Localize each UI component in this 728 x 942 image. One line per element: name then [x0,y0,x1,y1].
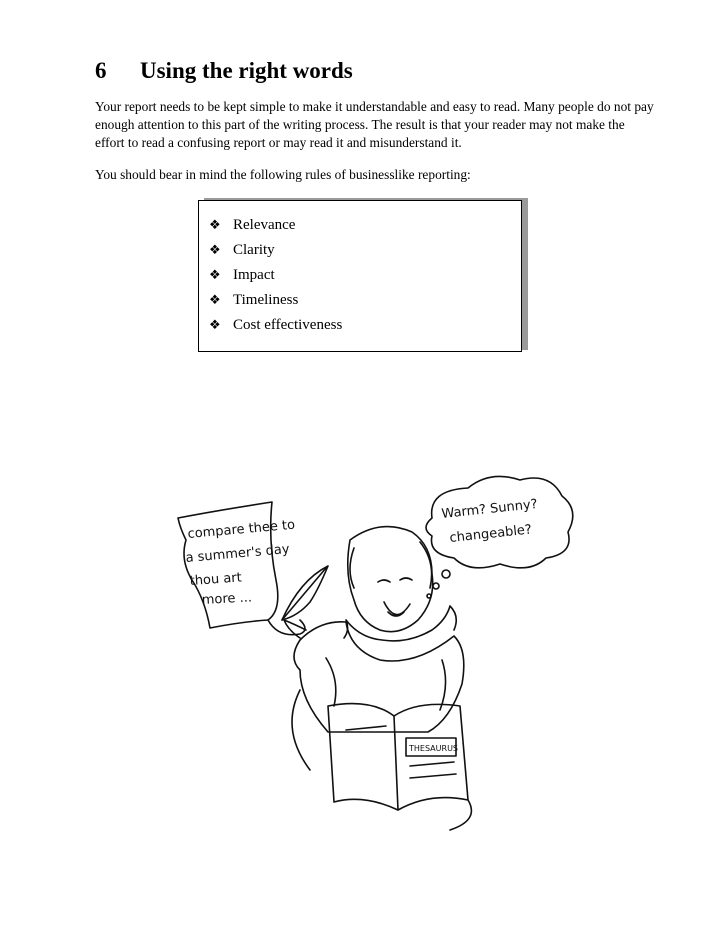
shakespeare-cartoon-illustration [150,470,580,860]
diamond-bullet-icon: ❖ [209,293,221,308]
rule-item [209,313,342,338]
scroll-line: more ... [201,590,253,608]
diamond-bullet-icon: ❖ [209,268,221,283]
diamond-bullet-icon: ❖ [209,318,221,333]
thought-dot [442,570,450,578]
rule-label: Timeliness [233,292,299,308]
rule-item [209,238,342,263]
diamond-bullet-icon: ❖ [209,243,221,258]
beard [384,602,410,616]
section-heading [95,58,353,84]
rule-item [209,213,342,238]
diamond-bullet-icon: ❖ [209,218,221,233]
floor-line [292,690,471,830]
thought-line: changeable? [448,522,533,546]
ruff-collar [344,606,456,641]
rule-label: Relevance [233,217,296,233]
rule-label: Impact [233,267,275,283]
scroll-line: compare thee to [187,517,296,542]
body [294,622,464,732]
scroll-line: thou art [189,570,243,589]
thesaurus-label: THESAURUS [409,744,459,753]
quill-shaft [282,568,326,620]
eyes [378,578,412,582]
thought-bubble [426,476,573,567]
thought-line: Warm? Sunny? [440,496,539,522]
thought-dot [433,583,439,589]
intro-paragraph: Your report needs to be kept simple to make it understandable and easy to read. Many people do not pay enough attention to this part of the writing process. The result is that your reader may not make the effort to read a confusing report or may read it and misunderstand it. [95,99,654,150]
book-spine [394,716,398,810]
rules-list [209,213,342,338]
rule-item [209,263,342,288]
section-number: 6 [95,58,107,83]
rule-item [209,288,342,313]
rule-label: Cost effectiveness [233,317,343,333]
section-title: Using the right words [140,58,353,83]
hair [350,542,432,588]
rules-box [198,200,522,352]
sleeve-lines [326,658,446,710]
scroll-line: a summer's day [185,541,291,566]
rules-lead-paragraph: You should bear in mind the following rules of businesslike reporting: [95,167,471,182]
rule-label: Clarity [233,242,275,258]
